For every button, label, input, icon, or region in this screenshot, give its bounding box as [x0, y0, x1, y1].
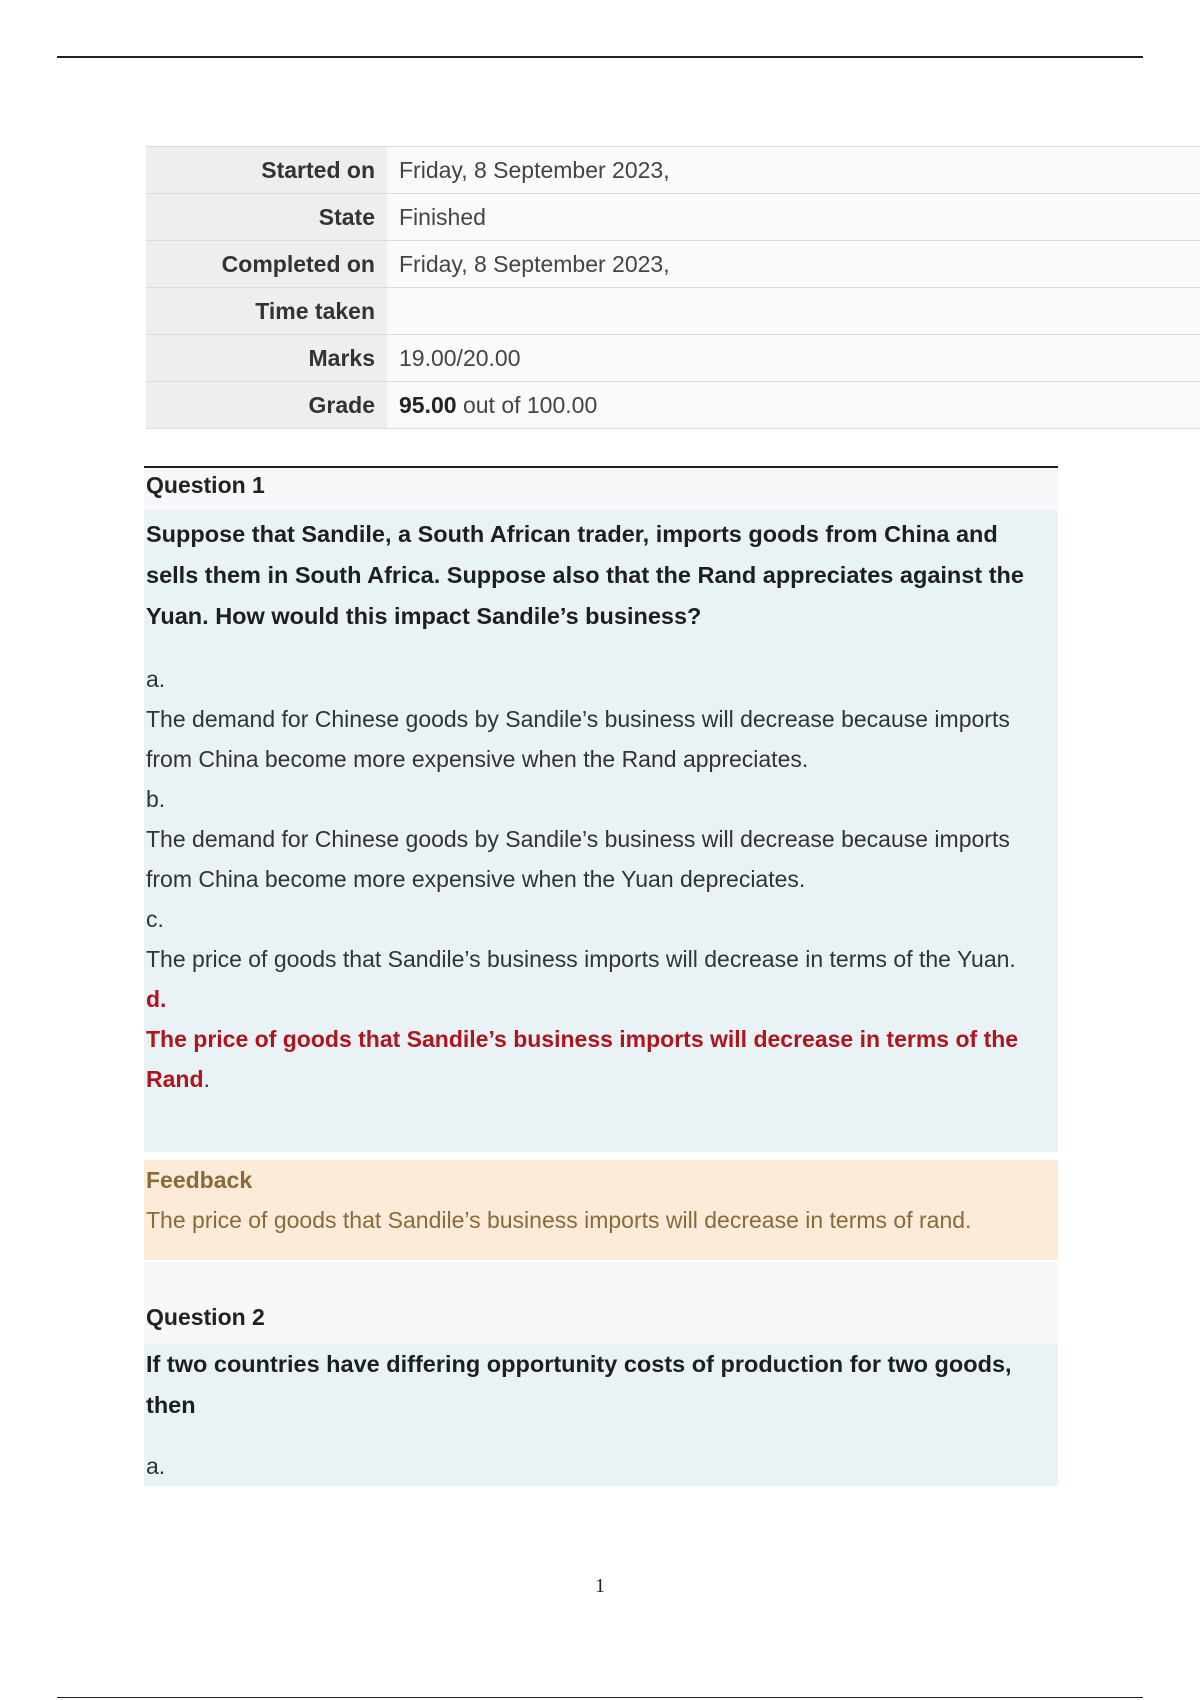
- question-2-body: [144, 1344, 1058, 1486]
- summary-row-started-on: [146, 147, 1200, 194]
- summary-label: Completed on: [146, 241, 387, 288]
- option-d-letter-correct: d.: [146, 986, 167, 1012]
- option-c-letter: c.: [146, 906, 164, 932]
- feedback-title: Feedback: [146, 1167, 253, 1193]
- option-a-letter: a.: [146, 1453, 166, 1479]
- summary-label: Grade: [146, 382, 387, 429]
- question-2-heading: Question 2: [144, 1262, 1058, 1344]
- summary-label: Marks: [146, 335, 387, 382]
- summary-label: Time taken: [146, 288, 387, 335]
- grade-score: 95.00: [399, 391, 457, 418]
- option-a-letter: a.: [146, 666, 166, 692]
- correct-answer-period: .: [203, 1066, 210, 1092]
- summary-label: State: [146, 194, 387, 241]
- question-1-heading: Question 1: [144, 466, 1058, 510]
- summary-row-completed-on: [146, 241, 1200, 288]
- summary-value: [387, 382, 1200, 429]
- question-1-feedback: [144, 1160, 1058, 1260]
- correct-answer-text: The price of goods that Sandile’s business imports will decrease in terms of the Rand: [146, 1026, 1019, 1092]
- summary-value: Friday, 8 September 2023,: [387, 147, 1200, 194]
- option-b-text: The demand for Chinese goods by Sandile’s business will decrease because imports from China become more expensive when the Yuan depreciates.: [146, 826, 1010, 892]
- summary-value: 19.00/20.00: [387, 335, 1200, 382]
- grade-out-of: out of 100.00: [456, 391, 598, 418]
- option-b-letter: b.: [146, 786, 166, 812]
- option-a-text: The demand for Chinese goods by Sandile’s business will decrease because imports from China become more expensive when the Rand appreciates.: [146, 706, 1010, 772]
- footer-rule: [57, 1697, 1143, 1698]
- question-1-text: Suppose that Sandile, a South African trader, imports goods from China and sells them in South Africa. Suppose also that the Rand appreciates against the Yuan. How would this impact Sandile’s business?: [146, 521, 1024, 629]
- summary-row-state: [146, 194, 1200, 241]
- question-1-body: [144, 510, 1058, 1152]
- summary-row-grade: [146, 382, 1200, 429]
- feedback-text: The price of goods that Sandile’s business imports will decrease in terms of rand.: [146, 1207, 972, 1233]
- summary-value: Friday, 8 September 2023,: [387, 241, 1200, 288]
- option-d-text-correct: [146, 1019, 1056, 1099]
- question-2-text: If two countries have differing opportunity costs of production for two goods, then: [146, 1351, 1012, 1418]
- summary-label: Started on: [146, 147, 387, 194]
- attempt-summary-table: [146, 146, 1200, 429]
- summary-row-marks: [146, 335, 1200, 382]
- option-c-text: The price of goods that Sandile’s business imports will decrease in terms of the Yuan.: [146, 946, 1016, 972]
- summary-row-time-taken: [146, 288, 1200, 335]
- page-number: 1: [595, 1575, 605, 1597]
- header-rule: [57, 56, 1143, 58]
- summary-value: [387, 288, 1200, 335]
- summary-value: Finished: [387, 194, 1200, 241]
